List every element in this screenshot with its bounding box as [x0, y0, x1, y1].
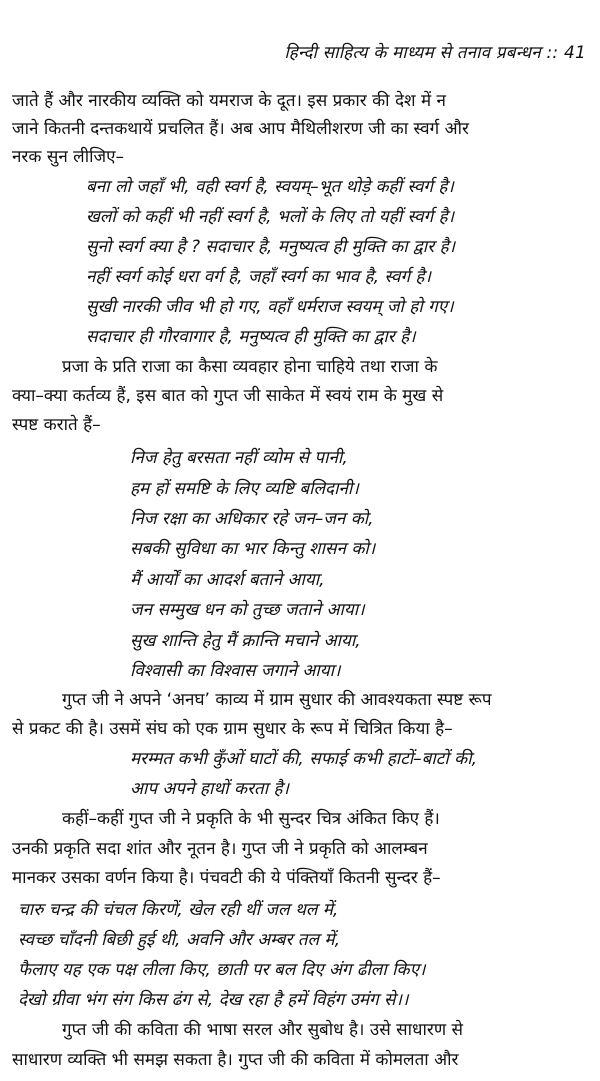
- para4-line-1: कहीं–कहीं गुप्त जी ने प्रकृति के भी सुन्दर चित्र अंकित किए हैं।: [62, 809, 440, 829]
- verse1-line-4: नहीं स्वर्ग कोई धरा वर्ग है, जहाँ स्वर्ग का भाव है, स्वर्ग है।: [86, 267, 431, 287]
- verse4-line-3: फैलाए यह एक पक्ष लीला किए, छाती पर बल दिए अंग ढीला किए।: [18, 960, 426, 980]
- para1-line-3: नरक सुन लीजिए–: [12, 147, 125, 167]
- verse3-line-2: आप अपने हाथों करता है।: [130, 779, 289, 799]
- para3-line-1: गुप्त जी ने अपने ‘अनघ’ काव्य में ग्राम सुधार की आवश्यकता स्पष्ट रूप: [62, 690, 492, 710]
- para4-line-2: उनकी प्रकृति सदा शांत और नूतन है। गुप्त जी ने प्रकृति को आलम्बन: [12, 839, 428, 859]
- para1-line-2: जाने कितनी दन्तकथायें प्रचलित हैं। अब आप मैथिलीशरण जी का स्वर्ग और: [12, 119, 469, 139]
- para3-line-2: से प्रकट की है। उसमें संघ को एक ग्राम सुधार के रूप में चित्रित किया है–: [12, 719, 453, 739]
- verse2-line-4: सबकी सुविधा का भार किन्तु शासन को।: [130, 539, 376, 559]
- verse2-line-1: निज हेतु बरसता नहीं व्योम से पानी,: [130, 448, 348, 468]
- para5-line-2: साधारण व्यक्ति भी समझ सकता है। गुप्त जी की कविता में कोमलता और: [12, 1050, 459, 1070]
- verse4-line-2: स्वच्छ चाँदनी बिछी हुई थी, अवनि और अम्बर तल में,: [18, 930, 340, 950]
- verse2-line-3: निज रक्षा का अधिकार रहे जन–जन को,: [130, 509, 374, 529]
- verse4-line-4: देखो ग्रीवा भंग संग किस ढंग से, देख रहा है हमें विहंग उमंग से।।: [18, 990, 409, 1010]
- para2-line-3: स्पष्ट कराते हैं–: [12, 415, 101, 435]
- para4-line-3: मानकर उसका वर्णन किया है। पंचवटी की ये पंक्तियाँ कितनी सुन्दर हैं–: [12, 868, 441, 888]
- para2-line-1: प्रजा के प्रति राजा का कैसा व्यवहार होना चाहिये तथा राजा के: [62, 357, 438, 377]
- verse4-line-1: चारु चन्द्र की चंचल किरणें, खेल रही थीं जल थल में,: [18, 900, 339, 920]
- verse2-line-6: जन सम्मुख धन को तुच्छ जताने आया।: [130, 600, 365, 620]
- verse1-line-5: सुखी नारकी जीव भी हो गए, वहाँ धर्मराज स्वयम् जो हो गए।: [86, 297, 454, 317]
- verse3-line-1: मरम्मत कभी कुँओं घाटों की, सफाई कभी हाटों–बाटों की,: [130, 749, 478, 769]
- verse1-line-6: सदाचार ही गौरवागार है, मनुष्यत्व ही मुक्ति का द्वार है।: [86, 327, 416, 347]
- verse1-line-2: खलों को कहीं भी नहीं स्वर्ग है, भलों के लिए तो यहीं स्वर्ग है।: [86, 207, 455, 227]
- para2-line-2: क्या–क्या कर्तव्य हैं, इस बात को गुप्त जी साकेत में स्वयं राम के मुख से: [12, 386, 444, 406]
- verse1-line-3: सुनो स्वर्ग क्या है ? सदाचार है, मनुष्यत्व ही मुक्ति का द्वार है।: [86, 237, 456, 257]
- running-header: हिन्दी साहित्य के माध्यम से तनाव प्रबन्धन :: 41: [284, 43, 586, 63]
- para1-line-1: जाते हैं और नारकीय व्यक्ति को यमराज के दूत। इस प्रकार की देश में न: [12, 91, 446, 111]
- para5-line-1: गुप्त जी की कविता की भाषा सरल और सुबोध है। उसे साधारण से: [62, 1020, 464, 1040]
- verse2-line-2: हम हों समष्टि के लिए व्यष्टि बलिदानी।: [130, 479, 359, 499]
- verse2-line-5: मैं आर्यों का आदर्श बताने आया,: [130, 570, 325, 590]
- verse1-line-1: बना लो जहाँ भी, वही स्वर्ग है, स्वयम्–भूत थोड़े कहीं स्वर्ग है।: [86, 177, 454, 197]
- verse2-line-7: सुख शान्ति हेतु मैं क्रान्ति मचाने आया,: [130, 631, 361, 651]
- verse2-line-8: विश्वासी का विश्वास जगाने आया।: [130, 661, 341, 681]
